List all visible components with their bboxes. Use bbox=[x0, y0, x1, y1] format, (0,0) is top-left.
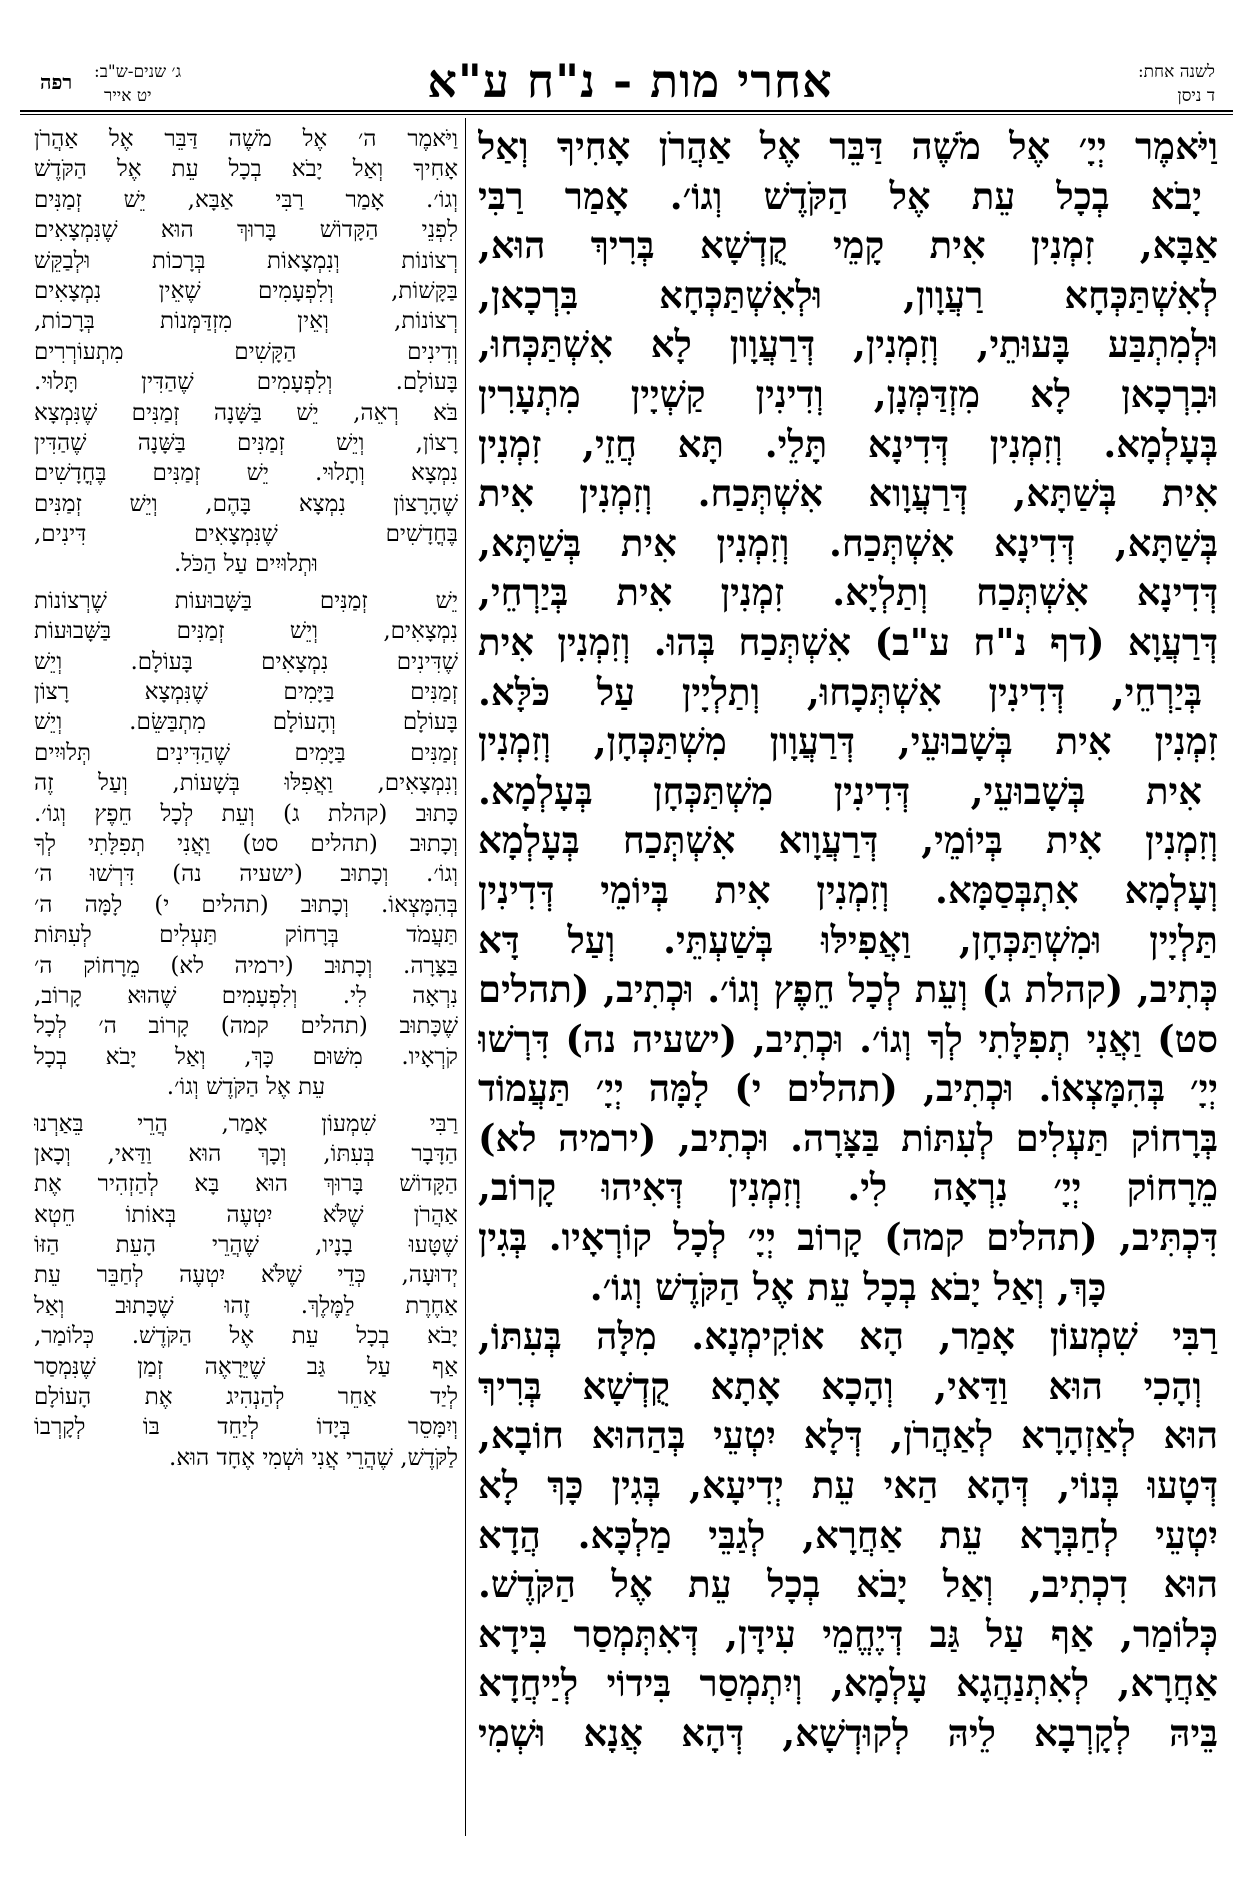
page-title: אחרי מות - נ"ח ע"א bbox=[427, 54, 833, 108]
translation-text-line: וְגוֹ׳. אָמַר רַבִּי אַבָּא, יֵשׁ זְמַנִּים bbox=[34, 186, 458, 213]
study-cycle-three-year-label: ג׳ שנים-ש"ב: bbox=[94, 62, 182, 82]
translation-text-line: בְּהִמָּצְאוֹ. וְכָתוּב (תהלים י) לָמָּה ה׳ bbox=[34, 891, 458, 918]
translation-text-line: עֵת אֶל הַקֹּדֶשׁ וְגוֹ׳. bbox=[166, 1074, 326, 1101]
translation-text-line: שֶׁטָּעוּ בָנָיו, שֶׁהֲרֵי הָעֵת הַזּוֹ bbox=[34, 1232, 458, 1259]
main-text-line: וְעָלְמָא אִתְבְּסַמָּא. וְזִמְנִין אִית בְּיוֹמֵי דְּדִינִין bbox=[478, 867, 1218, 912]
translation-text-line: תַּעֲמֹד בְּרָחוֹק תַּעְלִים לְעִתּוֹת bbox=[34, 922, 458, 949]
header-rule bbox=[20, 110, 1233, 112]
main-text-line: בְּעָלְמָא. וְזִמְנִין דְּדִינָא תָּלֵי. תָּא חֲזֵי, זִמְנִין bbox=[478, 421, 1218, 466]
page-number: רפה bbox=[40, 70, 73, 94]
translation-text-line: אַהֲרֹן שֶׁלֹּא יִטְעֶה בְּאוֹתוֹ חֵטְא bbox=[34, 1201, 458, 1228]
main-text-line: בְּרָחוֹק תַּעְלִים לְעִתּוֹת בַּצָּרָה. וּכְתִיב, (ירמיה לא) bbox=[478, 1115, 1218, 1160]
translation-text-line: לַקֹּדֶשׁ, שֶׁהֲרֵי אֲנִי וּשְׁמִי אֶחָד הוּא. bbox=[169, 1444, 458, 1471]
study-cycle-one-year-label: לשנה אחת: bbox=[1137, 62, 1215, 82]
translation-text-line: רָצוֹן, וְיֵשׁ זְמַנִּים בַּשָּׁנָה שֶׁהַדִּין bbox=[34, 429, 458, 456]
hebrew-translation-column bbox=[34, 124, 458, 1473]
translation-text-line: אַחֶרֶת לַמֶּלֶךְ. זֶהוּ שֶׁכָּתוּב וְאַל bbox=[34, 1292, 458, 1319]
translation-text-line: שֶׁדִּינִים נִמְצָאִים בָּעוֹלָם. וְיֵשׁ bbox=[34, 648, 458, 675]
translation-text-line: בַּקָּשׁוֹת, וְלִפְעָמִים שֶׁאֵין נִמְצָאִים bbox=[34, 277, 458, 304]
main-text-line: בְּיַרְחֵי, דְּדִינִין אִשְׁתְּכָחוּ, וְתַלְיָין עַל כֹּלָּא. bbox=[478, 669, 1202, 714]
main-text-line: כְּלוֹמַר, אַף עַל גַּב דְּיֶחֱמֵי עִידָּן, דְּאִתְּמְסַר בִּידָא bbox=[478, 1611, 1218, 1656]
main-text-line: וַיֹּאמֶר יְיָ׳ אֶל מֹשֶׁה דַּבֵּר אֶל אַהֲרֹן אָחִיךָ וְאַל bbox=[478, 124, 1218, 168]
translation-text-line: בָּעוֹלָם. וְלִפְעָמִים שֶׁהַדִּין תָּלוּי. bbox=[34, 369, 458, 396]
study-cycle-one-year-date: ד ניסן bbox=[1177, 86, 1215, 106]
main-text-line: דְּטָעוּ בְּנוֹי, דְּהָא הַאי עֵת יְדִיעָא, בְּגִין כָּךְ לָא bbox=[478, 1463, 1218, 1508]
translation-text-line: יָבֹא בְכָל עֵת אֶל הַקֹּדֶשׁ. כְּלוֹמַר, bbox=[34, 1323, 458, 1350]
main-aramaic-column bbox=[478, 122, 1218, 1759]
main-text-line: אַבָּא, זִמְנִין אִית קָמֵי קֻדְשָׁא בְּרִיךְ הוּא, bbox=[478, 223, 1218, 268]
main-text-line: דְּרַעֲוָא (דף נ"ח ע"ב) אִשְׁתְּכַח בְּהוּ. וְזִמְנִין אִית bbox=[478, 619, 1218, 664]
page-header bbox=[20, 52, 1233, 110]
translation-text-line: כָּתוּב (קהלת ג) וְעֵת לְכָל חֵפֶץ וְגוֹ׳. bbox=[34, 800, 458, 827]
main-text-line: מֵרָחוֹק יְיָ׳ נִרְאָה לִי. וְזִמְנִין דְּאִיהוּ קָרוֹב, bbox=[478, 1165, 1218, 1210]
translation-text-line: וְגוֹ׳. וְכָתוּב (ישעיה נה) דִּרְשׁוּ ה׳ bbox=[34, 861, 458, 888]
translation-text-line: יֵשׁ זְמַנִּים בַּשָּׁבוּעוֹת שֶׁרְצוֹנוֹת bbox=[34, 587, 458, 614]
main-text-line: סט) וַאֲנִי תְפִלָּתִי לְךָ וְגוֹ׳. וּכְתִיב, (ישעיה נה) דִּרְשׁוּ bbox=[478, 1016, 1218, 1061]
translation-text-line: וּתְלוּיִים עַל הַכֹּל. bbox=[174, 551, 318, 578]
translation-text-line: בָּעוֹלָם וְהָעוֹלָם מִתְבַּשֵּׂם. וְיֵשׁ bbox=[34, 709, 458, 736]
translation-text-line: יְדוּעָה, כְּדֵי שֶׁלֹּא יִטְעֶה לְחַבֵּר עֵת bbox=[34, 1262, 458, 1289]
translation-text-line: לְיַד אַחֵר לְהַנְהִיג אֶת הָעוֹלָם bbox=[34, 1384, 458, 1411]
translation-text-line: וְדִינִים הַקָּשִׁים מִתְעוֹרְרִים bbox=[34, 338, 458, 365]
main-text-line: דְּדִינָא אִשְׁתְּכַח וְתַלְיָא. זִמְנִין אִית בְּיַרְחֵי, bbox=[478, 570, 1218, 615]
column-divider bbox=[465, 118, 466, 1836]
main-text-line: תַּלְיָין וּמִשְׁתַּכְּחָן, וַאֲפִילּוּ בְּשַׁעְתֵּי. וְעַל דָּא bbox=[478, 917, 1218, 962]
header-rule-thin bbox=[20, 114, 1233, 115]
translation-text-line: וְיִמָּסֵר בְּיָדוֹ לְיַחֵד בּוֹ לְקָרְבוֹ bbox=[34, 1414, 458, 1441]
translation-text-line: נִמְצָאִים, וְיֵשׁ זְמַנִּים בַּשָּׁבוּעוֹת bbox=[34, 618, 458, 645]
translation-text-line: רְצוֹנוֹת וְנִמְצָאוֹת בְּרָכוֹת וּלְבַקֵּשׁ bbox=[34, 247, 458, 274]
main-text-line: כְּתִיב, (קהלת ג) וְעֵת לְכָל חֵפֶץ וְגוֹ׳. וּכְתִיב, (תהלים bbox=[478, 967, 1218, 1012]
translation-text-line: קֹרְאָיו. מִשּׁוּם כָּךְ, וְאַל יָבֹא בְכָל bbox=[34, 1043, 458, 1070]
main-text-line: יָבֹא בְכָל עֵת אֶל הַקֹּדֶשׁ וְגוֹ׳. אָמַר רַבִּי bbox=[478, 173, 1202, 218]
main-text-line: בֵּיהּ לְקָרְבָא לֵיהּ לְקוּדְשָׁא, דְּהָא אֲנָא וּשְׁמִי bbox=[478, 1711, 1218, 1755]
translation-text-line: זְמַנִּים בַּיָּמִים שֶׁהַדִּינִים תְּלוּיִים bbox=[34, 739, 458, 766]
main-text-line: הוּא דִכְתִיב, וְאַל יָבֹא בְכָל עֵת אֶל הַקֹּדֶשׁ. bbox=[478, 1562, 1218, 1607]
main-text-line: יִטְעֵי לְחַבְּרָא עֵת אַחֲרָא, לְגַבֵּי מַלְכָּא. הֲדָא bbox=[478, 1512, 1218, 1557]
main-text-line: רַבִּי שִׁמְעוֹן אָמַר, הָא אוֹקִימְנָא. מִלָּה בְּעִתּוֹ, bbox=[478, 1314, 1218, 1359]
translation-text-line: נִרְאָה לִי. וְלִפְעָמִים שֶׁהוּא קָרוֹב, bbox=[34, 982, 458, 1009]
main-text-line: וּלְמִתְבַּע בָּעוּתֵי, וְזִמְנִין, דְּרַעֲוָון לָא אִשְׁתַּכְּחוּ, bbox=[478, 322, 1218, 367]
main-text-line: לְאִשְׁתַּכְּחָא רַעֲוָון, וּלְאִשְׁתַּכְּחָא בִּרְכָאן, bbox=[478, 272, 1218, 317]
translation-text-line: בֶּחֳדָשִׁים שֶׁנִּמְצָאִים דִּינִים, bbox=[34, 521, 458, 548]
main-text-line: הוּא לְאַזְהָרָא לְאַהֲרֹן, דְּלָא יִטְעֵי בְּהַהוּא חוֹבָא, bbox=[478, 1413, 1218, 1458]
translation-text-line: וַיֹּאמֶר ה׳ אֶל מֹשֶׁה דַּבֵּר אֶל אַהֲרֹן bbox=[34, 126, 458, 152]
main-text-line: אִית בְּשָׁבוּעֵי, דְּדִינִין מִשְׁתַּכְּחָן בְּעָלְמָא. bbox=[478, 768, 1202, 813]
translation-text-line: זְמַנִּים בַּיָּמִים שֶׁנִּמְצָא רָצוֹן bbox=[34, 679, 458, 706]
main-text-line: יְיָ׳ בְּהִמָּצְאוֹ. וּכְתִיב, (תהלים י) לָמָּה יְיָ׳ תַּעֲמוֹד bbox=[478, 1066, 1218, 1111]
translation-text-line: רְצוֹנוֹת, וְאֵין מִזְדַּמְּנוֹת בְּרָכוֹת, bbox=[34, 308, 458, 335]
translation-text-line: בַּצָּרָה. וְכָתוּב (ירמיה לא) מֵרָחוֹק ה׳ bbox=[34, 952, 458, 979]
main-text-line: אַחֲרָא, לְאִתְנַהֲגָא עָלְמָא, וְיִתְמְסַר בִּידוֹי לְיַיחֲדָא bbox=[478, 1661, 1218, 1706]
main-text-line: בְּשַׁתָּא, דְּדִינָא אִשְׁתְּכַח. וְזִמְנִין אִית בְּשַׁתָּא, bbox=[478, 520, 1218, 565]
translation-text-line: אָחִיךָ וְאַל יָבֹא בְכָל עֵת אֶל הַקֹּדֶשׁ bbox=[34, 156, 458, 183]
translation-text-line: הַדָּבָר בְּעִתּוֹ, וְכָךְ הוּא וַדַּאי, וְכָאן bbox=[34, 1140, 458, 1167]
translation-text-line: אַף עַל גַּב שֶׁיֵּרָאֶה זְמַן שֶׁנִּמְסַר bbox=[34, 1353, 458, 1380]
main-text-line: זִמְנִין אִית בְּשָׁבוּעֵי, דְּרַעֲוָון מִשְׁתַּכְּחָן, וְזִמְנִין bbox=[478, 719, 1218, 764]
translation-text-line: וְכָתוּב (תהלים סט) וַאֲנִי תְפִלָּתִי לְךָ bbox=[34, 830, 458, 857]
translation-text-line: שֶׁהָרָצוֹן נִמְצָא בָּהֶם, וְיֵשׁ זְמַנִּים bbox=[34, 490, 458, 517]
main-text-line: וּבִרְכָאן לָא מִזְדַּמְּנָן, וְדִינִין קַשְׁיָין מִתְעָרִין bbox=[478, 371, 1218, 416]
translation-text-line: וְנִמְצָאִים, וַאֲפִלּוּ בְּשָׁעוֹת, וְעַל זֶה bbox=[34, 770, 458, 797]
main-text-line: וְהָכִי הוּא וַדַּאי, וְהָכָא אָתָא קֻדְשָׁא בְּרִיךְ bbox=[478, 1363, 1202, 1408]
translation-text-line: רַבִּי שִׁמְעוֹן אָמַר, הֲרֵי בֵּאַרְנוּ bbox=[34, 1110, 458, 1137]
main-text-line: אִית בְּשַׁתָּא, דְּרַעֲוָוא אִשְׁתְּכַח. וְזִמְנִין אִית bbox=[478, 471, 1218, 516]
translation-text-line: בֹּא רְאֵה, יֵשׁ בַּשָּׁנָה זְמַנִּים שֶׁנִּמְצָא bbox=[34, 399, 458, 426]
main-text-line: וְזִמְנִין אִית בְּיוֹמֵי, דְּרַעֲוָוא אִשְׁתְּכַח בְּעָלְמָא bbox=[478, 818, 1218, 863]
study-cycle-three-year-date: יט אייר bbox=[104, 86, 152, 106]
translation-text-line: הַקָּדוֹשׁ בָּרוּךְ הוּא בָּא לְהַזְהִיר אֶת bbox=[34, 1171, 458, 1198]
main-text-line: דִּכְתִּיב, (תהלים קמה) קָרוֹב יְיָ׳ לְכָל קוֹרְאָיו. בְּגִין bbox=[478, 1215, 1218, 1260]
translation-text-line: נִמְצָא וְתָלוּי. יֵשׁ זְמַנִּים בֶּחֳדָשִׁים bbox=[34, 460, 458, 487]
translation-text-line: לִפְנֵי הַקָּדוֹשׁ בָּרוּךְ הוּא שֶׁנִּמְצָאִים bbox=[34, 217, 458, 244]
main-text-line: כָּךְ, וְאַל יָבֹא בְכָל עֵת אֶל הַקֹּדֶשׁ וְגוֹ׳. bbox=[589, 1264, 1107, 1309]
translation-text-line: שֶׁכָּתוּב (תהלים קמה) קָרוֹב ה׳ לְכָל bbox=[34, 1013, 458, 1040]
